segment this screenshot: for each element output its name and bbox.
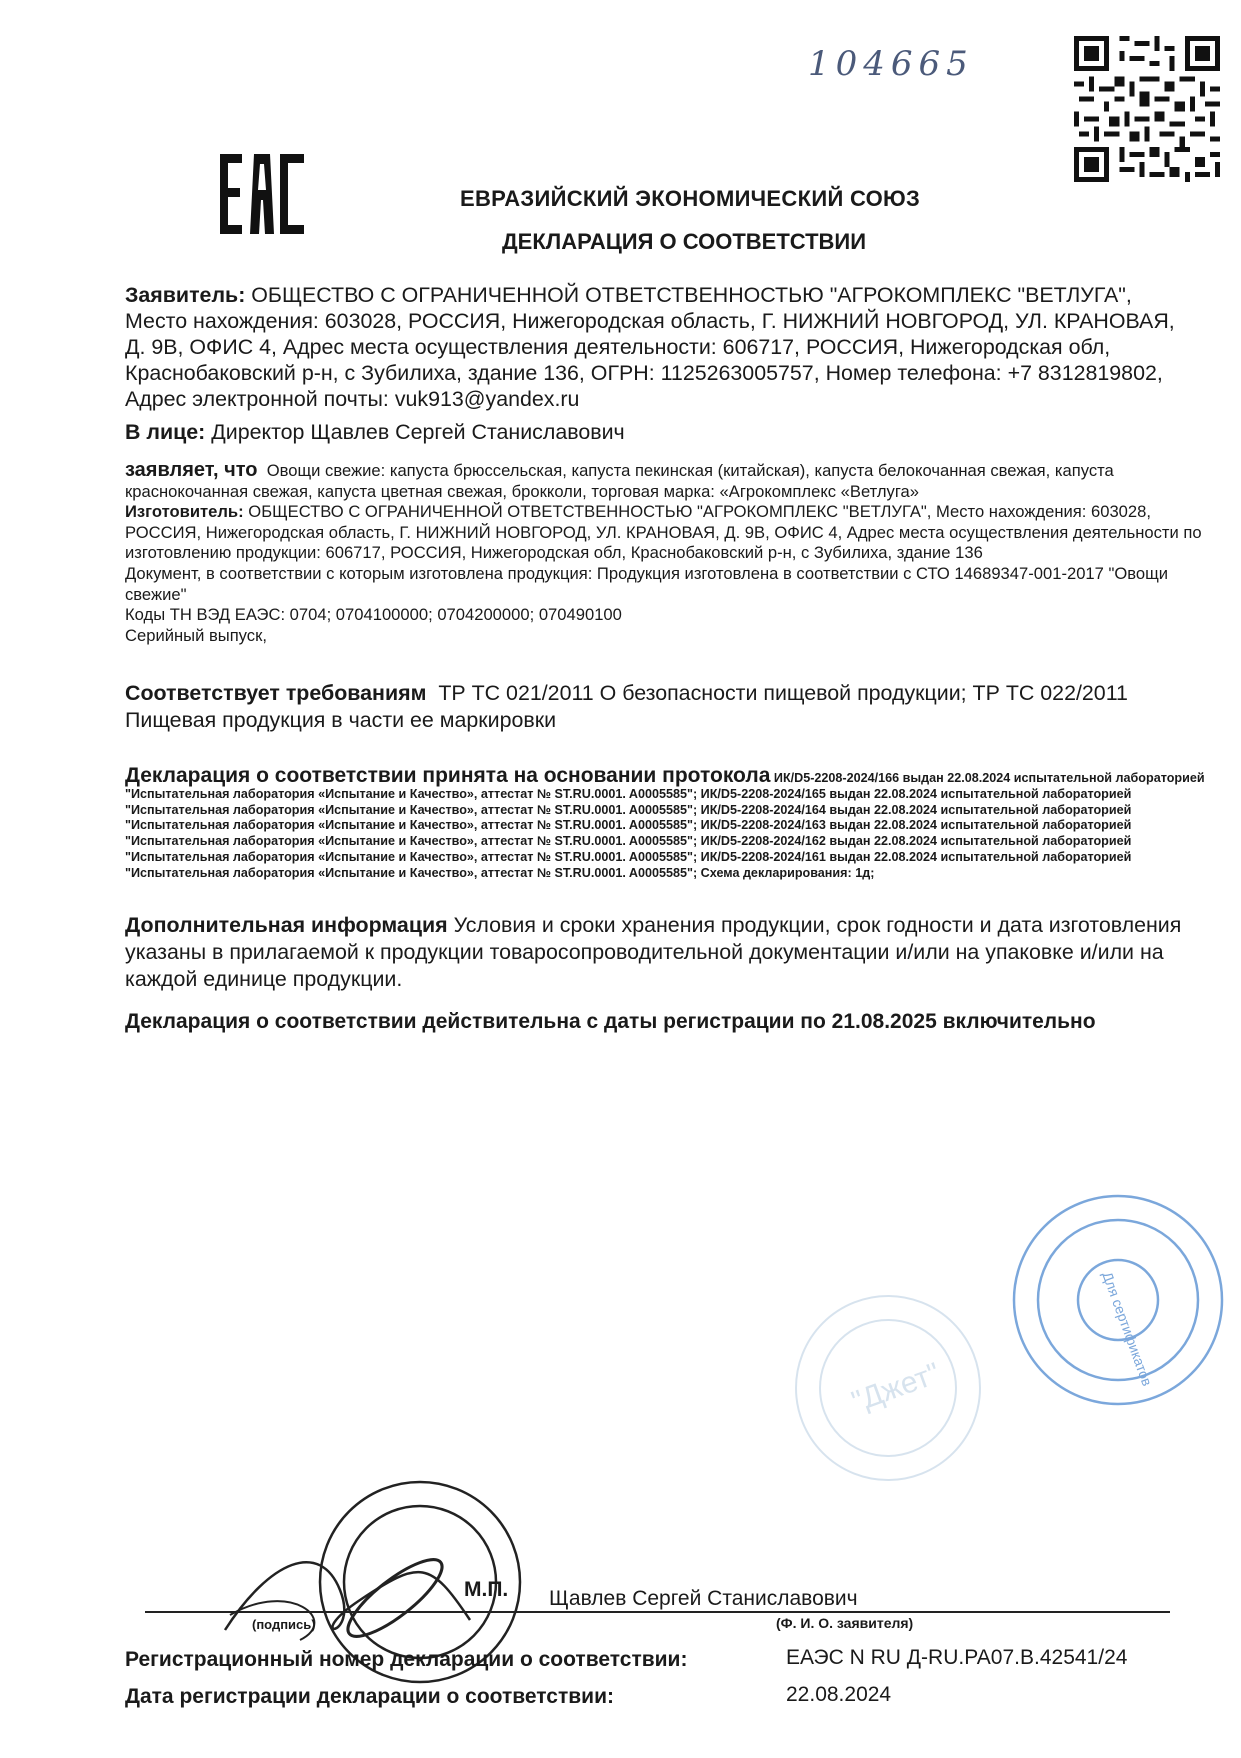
manufacturer-text: ОБЩЕСТВО С ОГРАНИЧЕННОЙ ОТВЕТСТВЕННОСТЬЮ "АГРОКОМПЛЕКС "ВЕТЛУГА", Место нахождения: 603028, РОССИЯ, Нижегородская область, Г. НИЖНИЙ НОВГОРОД, УЛ. КРАНОВАЯ, Д. 9В, ОФИС 4, Адрес места осуществления деятельности по изготовлению продукции: 606717, РОССИЯ, Нижегородская обл, Краснобаковский р-н, с Зубилиха, здание 136 [125,502,1202,563]
signature-caption: (подпись) [252,1617,316,1632]
complies-label: Соответствует требованиям [125,681,427,705]
applicant-block [125,282,1185,412]
faint-stamp [796,1296,980,1480]
signatory-name: Щавлев Сергей Станиславович [549,1587,858,1610]
applicant-text: ОБЩЕСТВО С ОГРАНИЧЕННОЙ ОТВЕТСТВЕННОСТЬЮ "АГРОКОМПЛЕКС "ВЕТЛУГА", Место нахождения: 603028, РОССИЯ, Нижегородская область, Г. НИЖНИЙ НОВГОРОД, УЛ. КРАНОВАЯ, Д. 9В, ОФИС 4, Адрес места осуществления деятельности: 606717, РОССИЯ, Нижегородская обл, Краснобаковский р-н, с Зубилиха, здание 136, ОГРН: 1125263005757, Номер телефона: +7 8312819802, Адрес электронной почты: vuk913@yandex.ru [125,283,1175,411]
svg-text:Для сертификатов: Для сертификатов [1099,1269,1156,1388]
cert-stamp [1014,1196,1222,1404]
name-caption: (Ф. И. О. заявителя) [776,1615,914,1631]
basis-block [125,764,1205,882]
document-text: Документ, в соответствии с которым изготовлена продукция: Продукция изготовлена в соответствии с СТО 14689347-001-2017 "Овощи свежие" [125,563,1169,604]
manufacturer-label: Изготовитель: [125,502,244,522]
additional-info-label: Дополнительная информация [125,913,448,937]
registration-number: ЕАЭС N RU Д-RU.РА07.В.42541/24 [786,1646,1128,1669]
basis-text: ИК/D5-2208-2024/166 выдан 22.08.2024 испытательной лабораторией "Испытательная лаборатория «Испытание и Качество», аттестат № ST.RU.0001. A0005585"; ИК/D5-2208-2024/165 выдан 22.08.2024 испытательной лабораторией "Испытательная лаборатория «Испытание и Качество», аттестат № ST.RU.0001. A0005585"; ИК/D5-2208-2024/164 выдан 22.08.2024 испытательной лабораторией "Испытательная лаборатория «Испытание и Качество», аттестат № ST.RU.0001. A0005585"; ИК/D5-2208-2024/163 выдан 22.08.2024 испытательной лабораторией "Испытательная лаборатория «Испытание и Качество», аттестат № ST.RU.0001. A0005585"; ИК/D5-2208-2024/162 выдан 22.08.2024 испытательной лабораторией "Испытательная лаборатория «Испытание и Качество», аттестат № ST.RU.0001. A0005585"; ИК/D5-2208-2024/161 выдан 22.08.2024 испытательной лабораторией "Испытательная лаборатория «Испытание и Качество», аттестат № ST.RU.0001. A0005585"; Схема декларирования: 1д; [125,771,1205,880]
product-text: Овощи свежие: капуста брюссельская, капуста пекинская (китайская), капуста белокочанная свежая, капуста краснокочанная свежая, капуста цветная свежая, брокколи, торговая марка: «Агрокомплекс «Ветлуга» [125,461,1114,501]
mp-mark: М.П. [464,1578,509,1601]
qr-code [1074,36,1220,182]
in-face-text: Директор Щавлев Сергей Станиславович [211,420,625,444]
additional-info-block [125,912,1185,993]
additional-info-text: Условия и сроки хранения продукции, срок годности и дата изготовления указаны в прилагаемой к продукции товаросопроводительной документации и/или на упаковке и/или на каждой единице продукции. [125,913,1182,991]
validity-text: Декларация о соответствии действительна с даты регистрации по 21.08.2025 включительно [125,1010,1096,1033]
codes-text: Коды ТН ВЭД ЕАЭС: 0704; 0704100000; 0704200000; 070490100 [125,605,622,625]
claims-block [125,460,1205,646]
declaration-title: ДЕКЛАРАЦИЯ О СООТВЕТСТВИИ [502,229,867,254]
registration-date-label: Дата регистрации декларации о соответствии: [125,1685,614,1708]
in-face-label: В лице: [125,420,206,444]
handwritten-number: 104665 [808,44,974,84]
registration-number-label: Регистрационный номер декларации о соответствии: [125,1648,688,1671]
complies-text: ТР ТС 021/2011 О безопасности пищевой продукции; ТР ТС 022/2011 Пищевая продукция в части ее маркировки [125,681,1128,732]
in-face-line [125,420,625,445]
basis-label: Декларация о соответствии принята на основании протокола [125,764,771,787]
signature-line [145,1611,1170,1613]
registration-date: 22.08.2024 [786,1683,892,1706]
svg-text:"Джет": "Джет" [847,1356,945,1419]
union-heading: ЕВРАЗИЙСКИЙ ЭКОНОМИЧЕСКИЙ СОЮЗ [460,186,921,211]
complies-block [125,680,1205,734]
applicant-label: Заявитель: [125,283,246,307]
serial-text: Серийный выпуск, [125,625,267,645]
claims-label: заявляет, что [125,459,258,481]
eac-logo [218,150,314,242]
